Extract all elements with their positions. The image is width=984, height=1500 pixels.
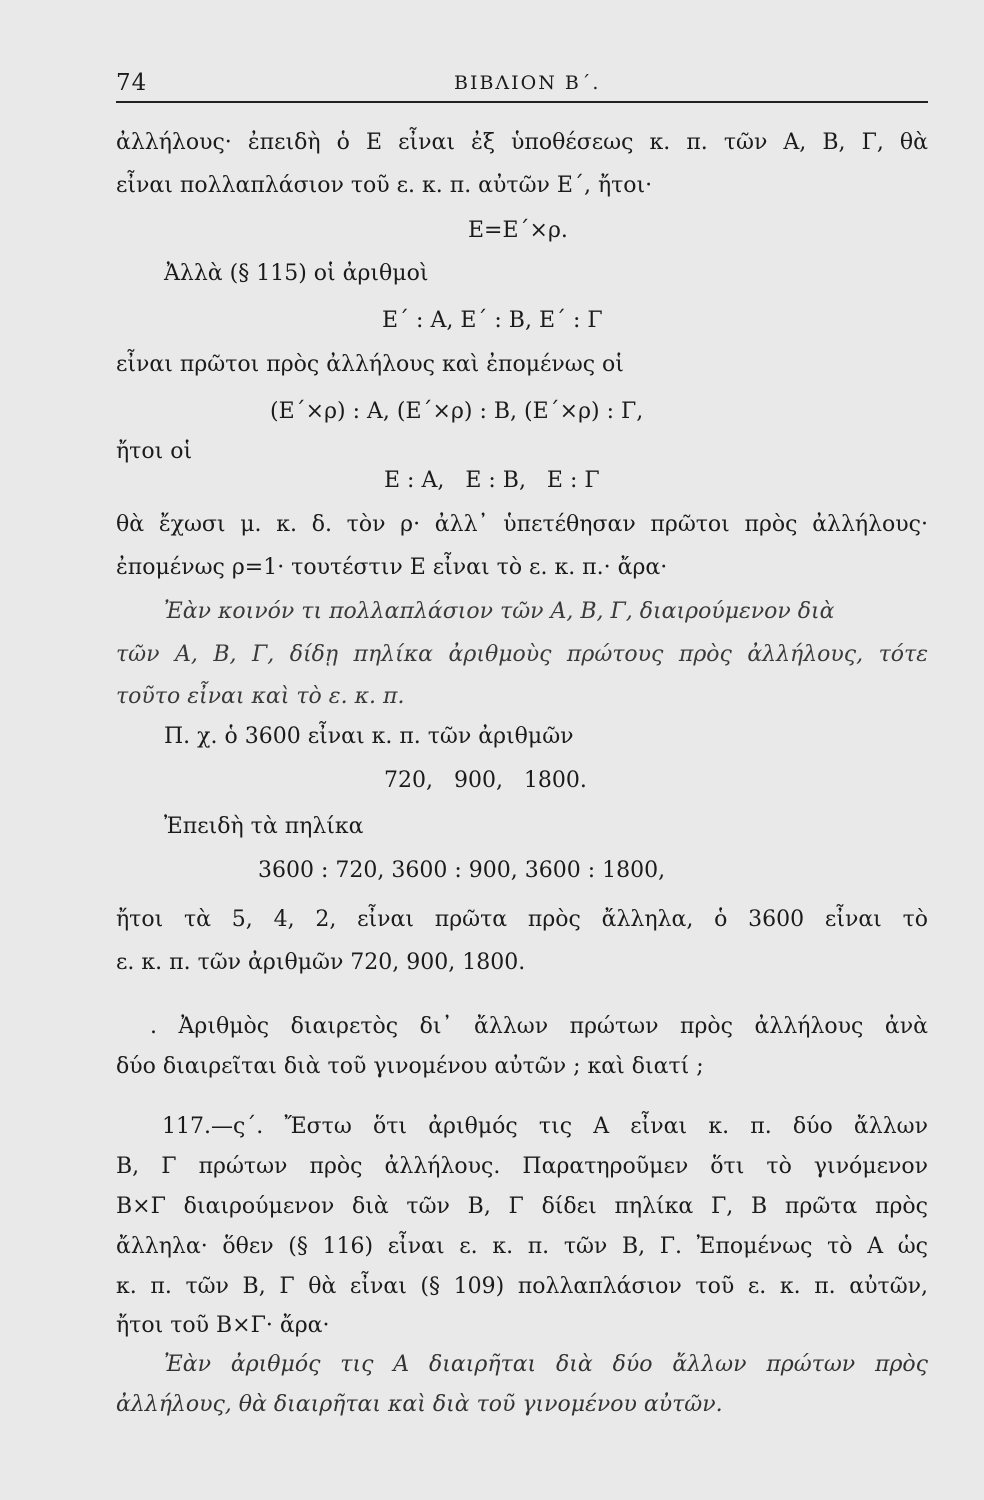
text-line: εἶναι πρῶτοι πρὸς ἀλλήλους καὶ ἐπομένως οἱ <box>116 352 624 377</box>
section-117-line: 117.—ς΄. Ἔστω ὅτι ἀριθμός τις Α εἶναι κ. π. δύο ἄλλων <box>162 1114 928 1139</box>
numbers-display: 720, 900, 1800. <box>384 768 587 793</box>
theorem-line: τοῦτο εἶναι καὶ τὸ ε. κ. π. <box>116 684 405 709</box>
theorem-line: Ἐὰν κοινόν τι πολλαπλάσιον τῶν Α, Β, Γ, διαιρούμενον διὰ <box>164 599 835 624</box>
equation: Ε=Ε΄×ρ. <box>468 218 568 243</box>
text-line: ἤτοι οἱ <box>116 439 193 464</box>
running-title: ΒΙΒΛΙΟΝ Β΄. <box>454 72 601 94</box>
page-number: 74 <box>116 70 148 96</box>
header-rule <box>116 101 928 103</box>
text-line: θὰ ἔχωσι μ. κ. δ. τὸν ρ· ἀλλ᾽ ὑπετέθησαν πρῶτοι πρὸς ἀλλήλους· <box>116 512 928 537</box>
question-line: δύο διαιρεῖται διὰ τοῦ γινομένου αὐτῶν ; καὶ διατί ; <box>116 1054 704 1079</box>
text-line: Ἐπειδὴ τὰ πηλίκα <box>164 814 364 839</box>
text-line: ἐπομένως ρ=1· τουτέστιν Ε εἶναι τὸ ε. κ. π.· ἄρα· <box>116 555 668 580</box>
theorem-line: τῶν Α, Β, Γ, δίδῃ πηλίκα ἀριθμοὺς πρώτους πρὸς ἀλλήλους, τότε <box>116 642 928 667</box>
text-line: ἤτοι τὰ 5, 4, 2, εἶναι πρῶτα πρὸς ἄλληλα, ὁ 3600 εἶναι τὸ <box>116 907 928 932</box>
page-header <box>116 70 928 104</box>
ratio-display: (Ε΄×ρ) : Α, (Ε΄×ρ) : Β, (Ε΄×ρ) : Γ, <box>270 399 644 424</box>
text-line: εἶναι πολλαπλάσιον τοῦ ε. κ. π. αὐτῶν Ε΄, ἤτοι· <box>116 173 653 198</box>
ratio-display: 3600 : 720, 3600 : 900, 3600 : 1800, <box>258 858 666 883</box>
theorem-line: Ἐὰν ἀριθμός τις Α διαιρῆται διὰ δύο ἄλλων πρώτων πρὸς <box>164 1352 928 1377</box>
ratio-display: Ε : Α, Ε : Β, Ε : Γ <box>384 468 600 493</box>
text-line: Β, Γ πρώτων πρὸς ἀλλήλους. Παρατηροῦμεν ὅτι τὸ γινόμενον <box>116 1154 928 1179</box>
text-line: ἀλλήλους· ἐπειδὴ ὁ Ε εἶναι ἐξ ὑποθέσεως κ. π. τῶν Α, Β, Γ, θὰ <box>116 130 928 155</box>
text-line: Π. χ. ὁ 3600 εἶναι κ. π. τῶν ἀριθμῶν <box>164 724 574 749</box>
theorem-line: ἀλλήλους, θὰ διαιρῆται καὶ διὰ τοῦ γινομένου αὐτῶν. <box>116 1392 723 1417</box>
question-line: . Ἀριθμὸς διαιρετὸς δι᾽ ἄλλων πρώτων πρὸς ἀλλήλους ἀνὰ <box>150 1014 928 1039</box>
ratio-display: Ε΄ : Α, Ε΄ : Β, Ε΄ : Γ <box>382 308 603 333</box>
text-line: κ. π. τῶν Β, Γ θὰ εἶναι (§ 109) πολλαπλάσιον τοῦ ε. κ. π. αὐτῶν, <box>116 1274 928 1299</box>
text-line: Β×Γ διαιρούμενον διὰ τῶν Β, Γ δίδει πηλίκα Γ, Β πρῶτα πρὸς <box>116 1194 928 1219</box>
text-line: ἄλληλα· ὅθεν (§ 116) εἶναι ε. κ. π. τῶν Β, Γ. Ἐπομένως τὸ Α ὡς <box>116 1234 928 1259</box>
text-line: Ἀλλὰ (§ 115) οἱ ἀριθμοὶ <box>164 261 429 286</box>
text-line: ἤτοι τοῦ Β×Γ· ἄρα· <box>116 1313 330 1338</box>
text-line: ε. κ. π. τῶν ἀριθμῶν 720, 900, 1800. <box>116 950 526 975</box>
